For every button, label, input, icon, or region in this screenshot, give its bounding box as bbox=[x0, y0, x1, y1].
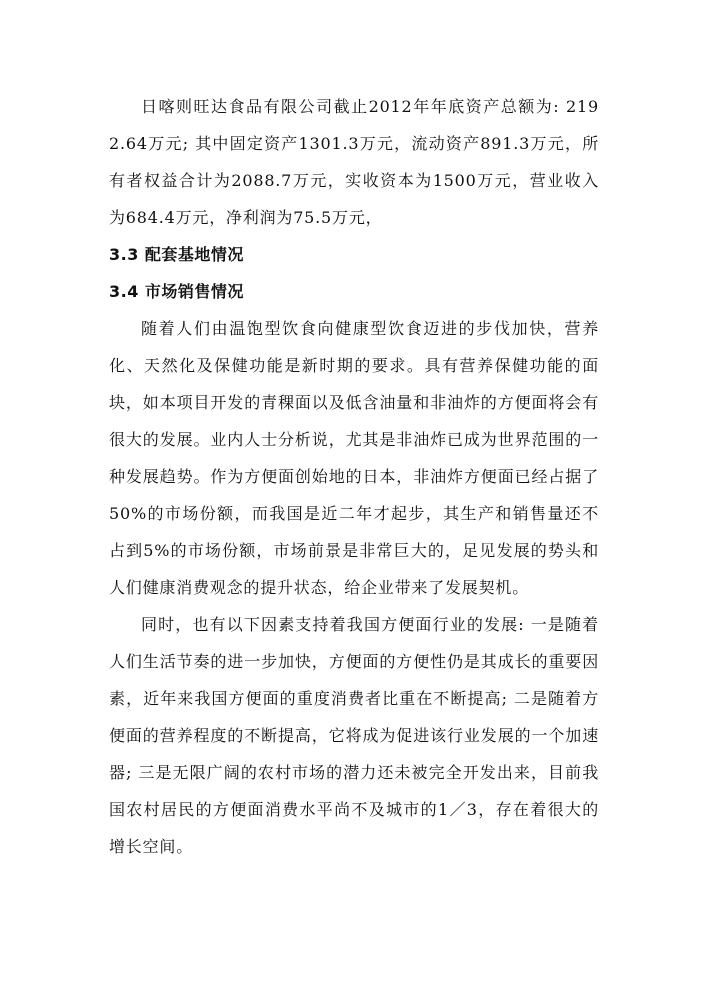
section-heading-3-4: 3.4 市场销售情况 bbox=[109, 282, 244, 301]
market-paragraph-1: 随着人们由温饱型饮食向健康型饮食迈进的步伐加快，营养化、天然化及保健功能是新时期的要求。具有营养保健功能的面块，如本项目开发的青稞面以及低含油量和非油炸的方便面将会有很大的发展。业内人士分析说，尤其是非油炸已成为世界范围的一种发展趋势。作为方便面创始地的日本，非油炸方便面已经占据了50%的市场份额，而我国是近二年才起步，其生产和销售量还不占到5%的市场份额，市场前景是非常巨大的，足见发展的势头和人们健康消费观念的提升状态，给企业带来了发展契机。 bbox=[109, 319, 599, 597]
finance-paragraph: 日喀则旺达食品有限公司截止2012年年底资产总额为: 2192.64万元; 其中固定资产1301.3万元，流动资产891.3万元，所有者权益合计为2088.7万元，实收资本为1500万元，营业收入为684.4万元，净利润为75.5万元， bbox=[109, 97, 599, 227]
document-page bbox=[109, 88, 599, 865]
market-paragraph-2: 同时，也有以下因素支持着我国方便面行业的发展: 一是随着人们生活节奏的进一步加快，方便面的方便性仍是其成长的重要因素，近年来我国方便面的重度消费者比重在不断提高; 二是随着方便面的营养程度的不断提高，它将成为促进该行业发展的一个加速器; 三是无限广阔的农村市场的潜力还未被完全开发出来，目前我国农村居民的方便面消费水平尚不及城市的1／3，存在着很大的增长空间。 bbox=[109, 615, 599, 856]
section-heading-3-3: 3.3 配套基地情况 bbox=[109, 245, 244, 264]
